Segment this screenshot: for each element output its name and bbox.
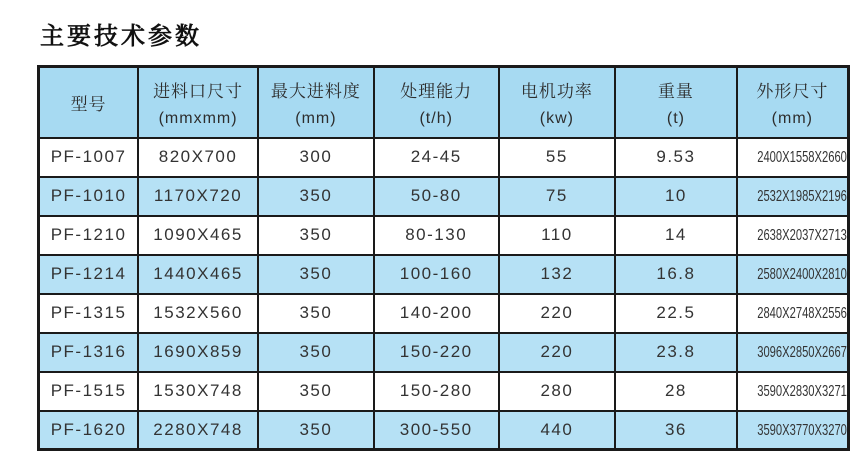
value-cell: 100-160 [374,255,499,294]
value-cell: 350 [258,411,374,450]
header-unit: (mm) [771,109,813,127]
value-cell: 350 [258,372,374,411]
value-cell: 110 [499,216,616,255]
header-label: 外形尺寸 [756,81,829,101]
value-cell: 36 [615,411,736,450]
header-label: 处理能力 [400,81,473,101]
value-cell: 440 [499,411,616,450]
table-row-PF-1214 [39,255,849,294]
dimensions-value: 2840X2748X2556 [756,305,847,322]
dimensions-value: 3590X3770X3270 [756,421,847,439]
table-row-PF-1315 [39,294,849,333]
dimensions-value: 2638X2037X2713 [756,227,847,244]
value-cell: 28 [615,372,736,411]
value-cell [737,138,849,177]
value-cell: 9.53 [615,138,736,177]
value-cell: 80-130 [374,216,499,255]
header-unit: (mm) [295,109,337,127]
header-unit: (kw) [539,109,574,127]
header-unit: (t/h) [419,109,453,127]
header-cell-content [616,69,735,136]
header-label: 进料口尺寸 [153,81,244,101]
value-cell [737,255,849,294]
dimensions-value: 2580X2400X2810 [756,266,847,283]
table-row-PF-1007 [39,138,849,177]
table-row-PF-1620 [39,411,849,450]
column-header-3 [258,67,374,138]
column-header-4 [374,67,499,138]
value-cell: 1090X465 [138,216,258,255]
header-row [39,67,849,138]
value-cell: 1440X465 [138,255,258,294]
table-body [39,138,849,450]
column-header-7 [737,67,849,138]
value-cell: 22.5 [615,294,736,333]
model-cell: PF-1007 [39,138,139,177]
header-unit: (mmxmm) [158,109,238,127]
dimensions-value: 3590X2830X3271 [756,383,847,400]
model-cell: PF-1515 [39,372,139,411]
header-label: 重量 [657,81,694,101]
header-cell-content [500,69,615,136]
column-header-5 [499,67,616,138]
model-cell: PF-1010 [39,177,139,216]
table-row-PF-1210 [39,216,849,255]
value-cell: 50-80 [374,177,499,216]
value-cell [737,177,849,216]
value-cell: 300-550 [374,411,499,450]
model-cell: PF-1620 [39,411,139,450]
value-cell: 75 [499,177,616,216]
value-cell: 1690X859 [138,333,258,372]
header-cell-content [259,69,373,136]
table-row-PF-1010 [39,177,849,216]
value-cell: 220 [499,333,616,372]
value-cell: 24-45 [374,138,499,177]
value-cell: 350 [258,333,374,372]
dimensions-value: 3096X2850X2667 [756,344,847,361]
value-cell: 350 [258,177,374,216]
value-cell: 150-280 [374,372,499,411]
header-cell-content [40,69,137,136]
value-cell: 1170X720 [138,177,258,216]
dimensions-value: 2532X1985X2196 [756,188,847,205]
column-header-2 [138,67,258,138]
header-label: 型号 [70,94,107,114]
value-cell: 2280X748 [138,411,258,450]
header-label: 电机功率 [520,81,593,101]
value-cell: 350 [258,294,374,333]
technical-parameters-table [37,65,850,451]
value-cell: 1530X748 [138,372,258,411]
value-cell: 55 [499,138,616,177]
value-cell [737,411,849,450]
header-cell-content [738,69,847,136]
model-cell: PF-1214 [39,255,139,294]
model-cell: PF-1315 [39,294,139,333]
page-title: 主要技术参数 [40,23,202,50]
header-cell-content [375,69,498,136]
table-row-PF-1515 [39,372,849,411]
value-cell: 14 [615,216,736,255]
value-cell: 820X700 [138,138,258,177]
table-header [39,67,849,138]
value-cell: 300 [258,138,374,177]
header-cell-content [139,69,257,136]
column-header-6 [615,67,736,138]
model-cell: PF-1316 [39,333,139,372]
value-cell: 1532X560 [138,294,258,333]
model-cell: PF-1210 [39,216,139,255]
header-unit: (t) [666,109,685,127]
value-cell: 350 [258,255,374,294]
value-cell [737,333,849,372]
value-cell: 10 [615,177,736,216]
value-cell: 16.8 [615,255,736,294]
header-label: 最大进料度 [270,81,361,101]
value-cell [737,372,849,411]
value-cell [737,216,849,255]
value-cell [737,294,849,333]
table-row-PF-1316 [39,333,849,372]
dimensions-value: 2400X1558X2660 [756,149,847,166]
value-cell: 220 [499,294,616,333]
value-cell: 23.8 [615,333,736,372]
value-cell: 140-200 [374,294,499,333]
value-cell: 150-220 [374,333,499,372]
value-cell: 280 [499,372,616,411]
column-header-1 [39,67,139,138]
value-cell: 132 [499,255,616,294]
value-cell: 350 [258,216,374,255]
